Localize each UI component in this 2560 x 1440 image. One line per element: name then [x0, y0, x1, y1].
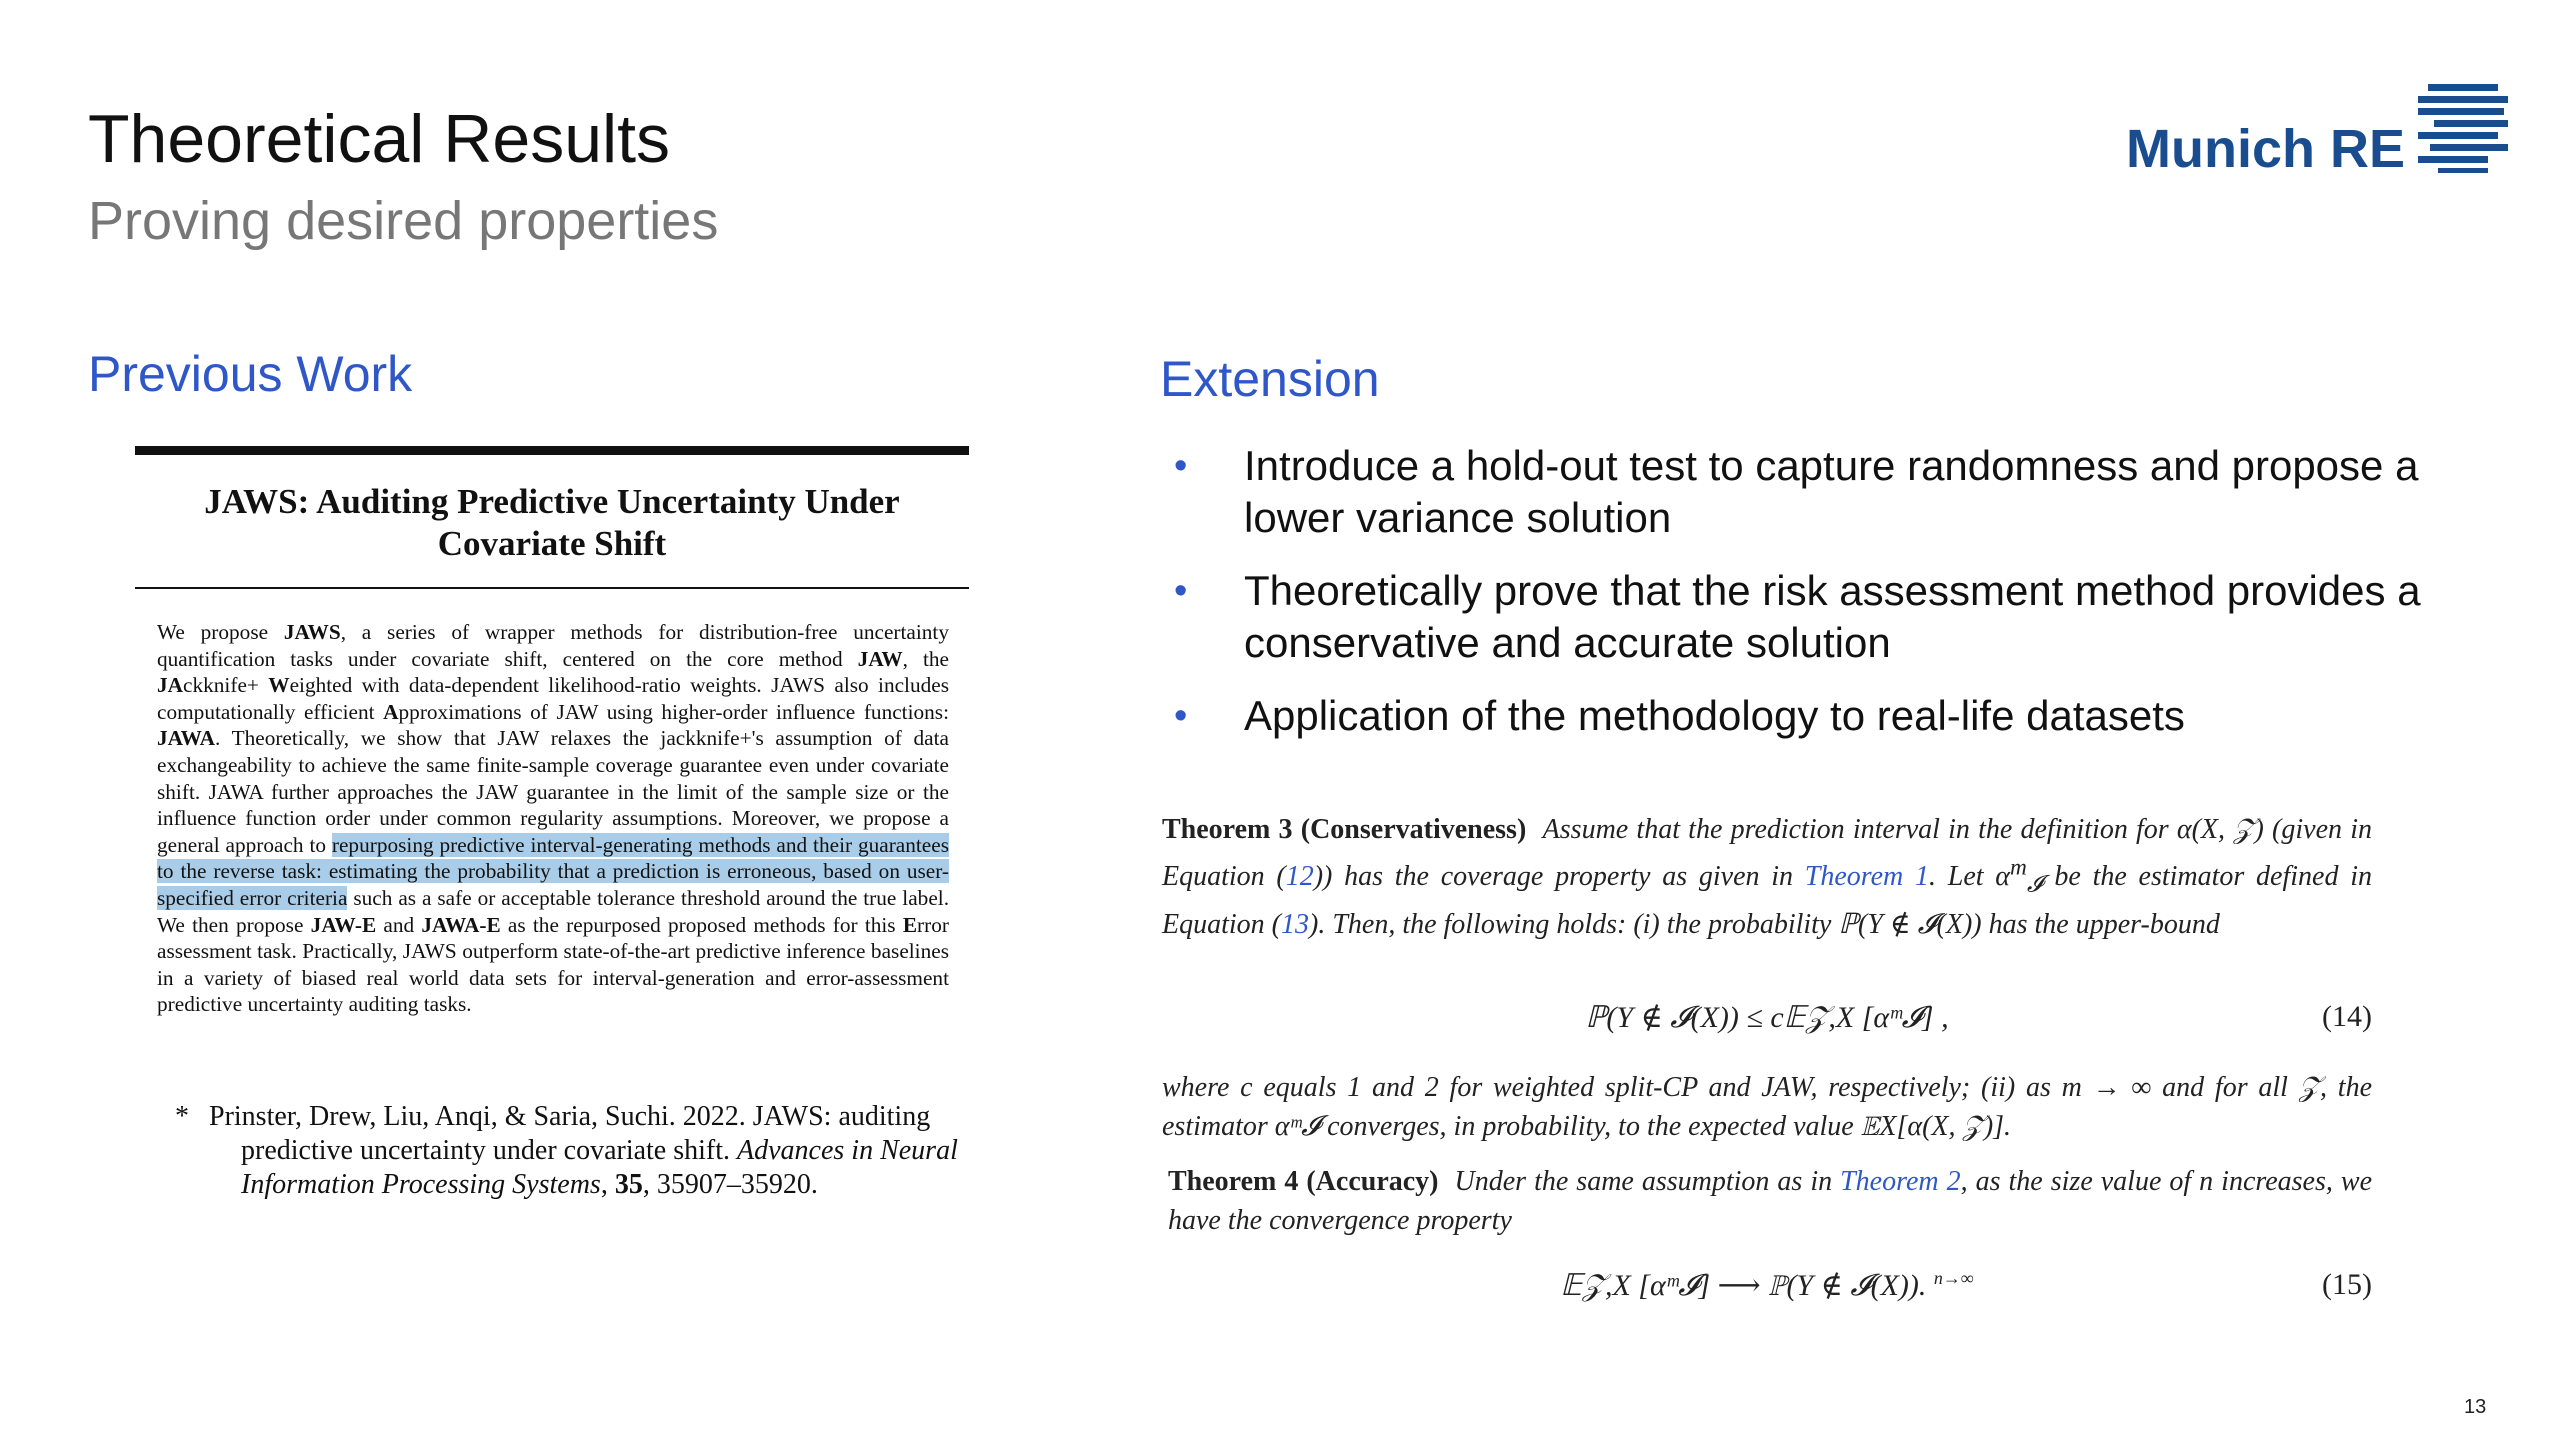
logo-text: Munich RE: [2126, 119, 2405, 179]
citation-line: predictive uncertainty under covariate shift.: [241, 1135, 738, 1166]
abstract-text: ckknife+: [183, 673, 269, 698]
theorem-2-link[interactable]: Theorem 2: [1840, 1166, 1961, 1197]
bullet-dot: •: [1174, 695, 1188, 737]
bullet-dot: •: [1174, 445, 1188, 487]
abstract-bold: E: [902, 912, 918, 937]
munich-re-logo: [2126, 82, 2506, 182]
theorem-text: , as the size value of n increases, we have the convergence property: [1168, 1166, 2372, 1236]
abstract-bold: JAWA-E: [421, 912, 501, 937]
theorem-3: [1162, 810, 2372, 944]
equation-12-link[interactable]: 12: [1285, 861, 1314, 893]
citation-separator: ,: [600, 1169, 615, 1200]
equation-15-number: (15): [2322, 1268, 2372, 1301]
bullet-dot: •: [1174, 570, 1188, 612]
previous-work-heading: Previous Work: [88, 346, 413, 402]
paper-bottom-rule: [135, 587, 969, 589]
theorem-3-continued: [1162, 1068, 2372, 1146]
abstract-bold: JAW: [857, 646, 903, 671]
bullet-text: Application of the methodology to real-life datasets: [1244, 692, 2185, 739]
abstract-text: as the repurposed proposed methods for this: [500, 912, 903, 937]
paper-excerpt: [135, 446, 969, 1018]
citation-volume: 35: [614, 1169, 643, 1200]
abstract-text: pproximations of JAW using higher-order influence functions:: [398, 699, 950, 724]
abstract-text: We propose: [157, 620, 284, 644]
bullet-text: Introduce a hold-out test to capture randomness and propose a lower variance solution: [1244, 442, 2419, 541]
theorem-subscript: 𝓘: [2026, 871, 2043, 898]
abstract-text: rror assessment task. Practically, JAWS outperform state-of-the-art predictive inference baselines in a variety of biased real world data sets for interval-generation and error-assessment predictive uncertainty auditing tasks.: [157, 912, 949, 1017]
theorem-text: be the estimator defined in Equation (: [1162, 861, 2372, 940]
theorem-1-link[interactable]: Theorem 1: [1804, 861, 1930, 893]
theorem-text: ). Then, the following holds: (i) the probability ℙ(Y ∉ 𝓘(X)) has the upper-bound: [1309, 908, 2220, 940]
theorem-superscript: m: [2010, 855, 2027, 881]
abstract-text: , the: [902, 646, 949, 671]
bullet-item: [1172, 440, 2492, 544]
bullet-item: [1172, 565, 2492, 669]
bullet-text: Theoretically prove that the risk assessment method provides a conservative and accurate solution: [1244, 567, 2421, 666]
slide-title: Theoretical Results: [88, 101, 671, 177]
theorem-text: where c equals 1 and 2 for weighted split-CP and JAW, respectively; (ii) as m → ∞ and for all 𝒵, the estimator αᵐ𝓘 converges, in probability, to the expected value 𝔼X[α(X, 𝒵)].: [1162, 1072, 2372, 1142]
abstract-text: and: [376, 912, 422, 937]
citation-journal: Advances in Neural Information Processing Systems: [241, 1135, 958, 1200]
paper-title: [135, 481, 969, 565]
abstract-text: such as a safe or acceptable tolerance threshold around the true label. We then propose: [157, 885, 950, 937]
equation-14-number: (14): [2322, 1000, 2372, 1033]
abstract-bold: JAWS: [283, 620, 341, 644]
abstract-highlight: repurposing predictive interval-generating methods and their guarantees to the reverse task: estimating the probability that a prediction is erroneous, based on user-specified error criteria: [157, 832, 949, 910]
theorem-text: . Let α: [1929, 861, 2011, 893]
equation-15-formula: [1162, 1268, 2372, 1303]
abstract-bold: JA: [157, 673, 184, 698]
abstract-bold: A: [383, 699, 399, 724]
abstract-text: , a series of wrapper methods for distribution-free uncertainty quantification tasks under covariate shift, centered on the core method: [157, 620, 949, 671]
theorem-3-heading: Theorem 3 (Conservativeness): [1162, 814, 1527, 845]
abstract-bold: JAWA: [157, 726, 215, 751]
citation-authors: Prinster, Drew, Liu, Anqi, & Saria, Suchi. 2022. JAWS: auditing: [209, 1101, 931, 1132]
equation-15-arrow-label: n→∞: [1933, 1268, 1974, 1288]
citation-pages: , 35907–35920.: [642, 1169, 818, 1200]
citation: [175, 1100, 1005, 1202]
abstract-text: . Theoretically, we show that JAW relaxes the jackknife+'s assumption of data exchangeability to achieve the same finite-sample coverage guarantee even under covariate shift. JAWA further approaches the JAW guarantee in the limit of the sample size or the influence function order under common regularity assumptions. Moreover, we propose a general approach to: [157, 726, 949, 857]
bullet-item: [1172, 690, 2492, 742]
theorem-4-heading: Theorem 4 (Accuracy): [1168, 1166, 1439, 1197]
paper-top-rule: [135, 446, 969, 455]
paper-title-line: Covariate Shift: [437, 524, 667, 563]
abstract-bold: JAW-E: [310, 912, 377, 937]
paper-title-line: JAWS: Auditing Predictive Uncertainty Under: [204, 482, 900, 521]
slide-subtitle: Proving desired properties: [88, 191, 719, 251]
theorem-4: [1168, 1162, 2372, 1240]
extension-bullets: [1172, 440, 2492, 763]
abstract-bold: W: [268, 673, 290, 698]
equation-14-formula: ℙ(Y ∉ 𝓘(X)) ≤ c𝔼𝒵,X [αᵐ𝓘] ,: [1585, 1001, 1949, 1034]
extension-heading: Extension: [1160, 351, 1380, 407]
equation-15-text: 𝔼𝒵,X [αᵐ𝓘] ⟶ ℙ(Y ∉ 𝓘(X)).: [1560, 1269, 1927, 1302]
theorem-text: Under the same assumption as in: [1454, 1166, 1841, 1197]
munich-re-wave-icon: [2416, 82, 2508, 174]
theorem-text: Assume that the prediction interval in the definition for α(X, 𝒵) (given in Equation (: [1162, 814, 2372, 893]
paper-abstract: [157, 619, 949, 1018]
abstract-text: eighted with data-dependent likelihood-ratio weights. JAWS also includes computationally efficient: [157, 673, 950, 724]
page-number: 13: [2464, 1396, 2487, 1418]
theorem-text: )) has the coverage property as given in: [1313, 861, 1805, 893]
citation-bullet: *: [175, 1101, 189, 1132]
equation-13-link[interactable]: 13: [1281, 908, 1309, 940]
